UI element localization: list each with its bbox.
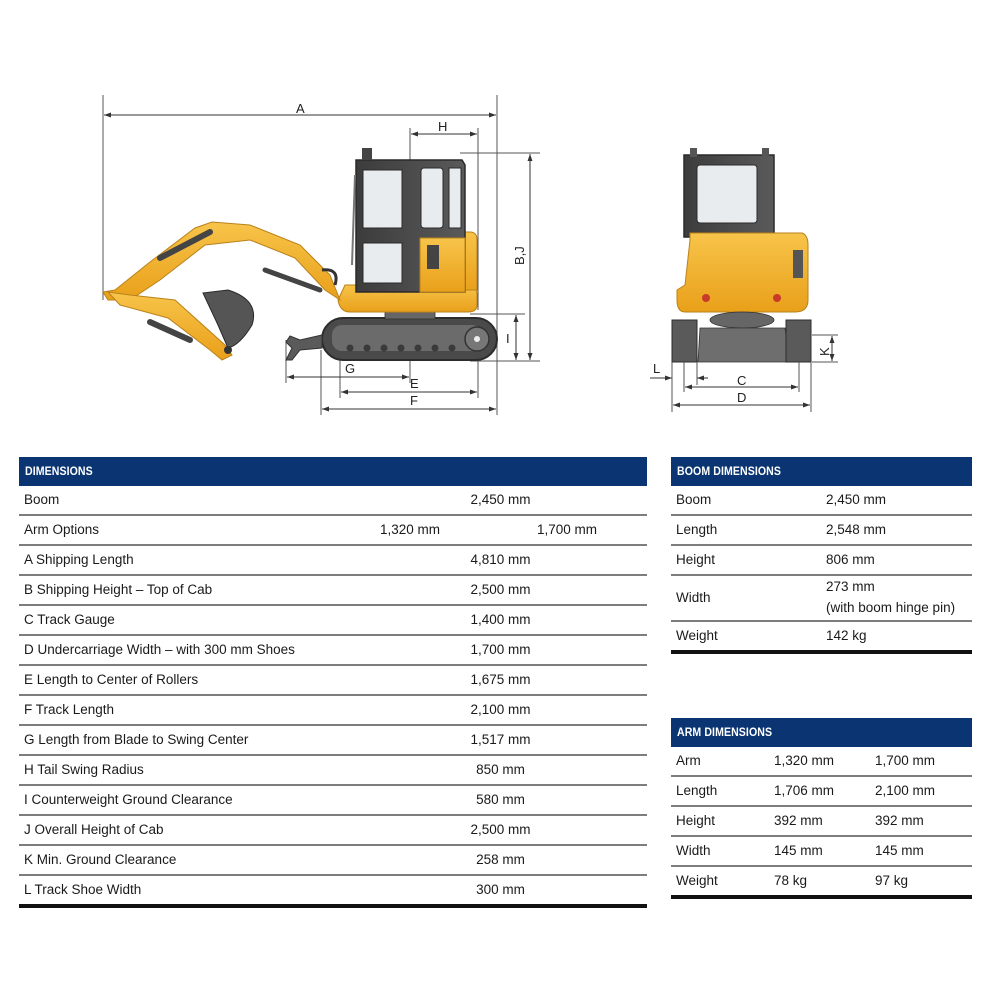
row-value: 580 mm	[476, 792, 525, 807]
row-value: 806 mm	[826, 552, 875, 567]
row-label: Boom	[24, 492, 60, 507]
row-value: 2,100 mm	[470, 702, 531, 717]
row-value-option-2: 145 mm	[875, 843, 924, 858]
dim-label-i: I	[506, 331, 510, 346]
row-label: I Counterweight Ground Clearance	[24, 792, 233, 807]
table-row	[19, 576, 647, 606]
dim-label-e: E	[410, 376, 419, 391]
dim-label-g: G	[345, 361, 356, 376]
table-row	[19, 516, 647, 546]
row-value: 850 mm	[476, 762, 525, 777]
row-value	[826, 576, 955, 618]
table-row	[671, 486, 972, 516]
row-label: Boom	[676, 492, 712, 507]
row-label: H Tail Swing Radius	[24, 762, 144, 777]
table-row	[19, 816, 647, 846]
table-row	[671, 867, 972, 899]
table-row	[19, 606, 647, 636]
dimensions-table-header: DIMENSIONS	[19, 457, 647, 486]
row-label: K Min. Ground Clearance	[24, 852, 177, 867]
row-label: Arm Options	[24, 522, 100, 537]
row-value-note: (with boom hinge pin)	[826, 600, 956, 615]
row-value-option-2: 392 mm	[875, 813, 924, 828]
excavator-illustration	[0, 0, 1000, 440]
table-row	[19, 636, 647, 666]
row-value-option-1: 145 mm	[774, 843, 823, 858]
right-track	[786, 320, 811, 362]
row-value: 1,517 mm	[470, 732, 531, 747]
row-label: E Length to Center of Rollers	[24, 672, 199, 687]
row-value: 2,500 mm	[470, 822, 531, 837]
row-value: 4,810 mm	[470, 552, 531, 567]
table-row	[19, 696, 647, 726]
row-value: 258 mm	[476, 852, 525, 867]
table-row	[671, 516, 972, 546]
boom	[103, 222, 340, 300]
table-row	[671, 807, 972, 837]
row-value-option-2: 97 kg	[875, 873, 909, 888]
dimensions-table	[19, 457, 647, 908]
table-row	[671, 576, 972, 622]
table-row	[19, 666, 647, 696]
row-value: 1,400 mm	[470, 612, 531, 627]
dozer-blade	[286, 335, 322, 360]
dim-label-h: H	[438, 119, 448, 134]
row-label: Width	[676, 843, 711, 858]
table-row	[671, 777, 972, 807]
dim-label-c: C	[737, 373, 747, 388]
dim-label-l: L	[653, 361, 661, 376]
table-row	[671, 546, 972, 576]
dim-label-a: A	[296, 101, 305, 116]
row-label: D Undercarriage Width – with 300 mm Shoes	[24, 642, 295, 657]
row-value-option-1: 392 mm	[774, 813, 823, 828]
row-label: A Shipping Length	[24, 552, 134, 567]
arm-dimensions-table	[671, 718, 972, 899]
row-value-option-2: 2,100 mm	[875, 783, 936, 798]
row-value: 2,548 mm	[826, 522, 887, 537]
row-label: Weight	[676, 628, 718, 643]
row-label: Width	[676, 590, 711, 605]
row-value-option-1: 1,320 mm	[380, 522, 441, 537]
row-value: 1,675 mm	[470, 672, 531, 687]
side-view	[103, 95, 540, 415]
row-value: 2,450 mm	[826, 492, 887, 507]
table-row	[19, 846, 647, 876]
row-value-option-1: 1,706 mm	[774, 783, 835, 798]
boom-dimensions-table-header: BOOM DIMENSIONS	[671, 457, 972, 486]
row-value: 300 mm	[476, 882, 525, 897]
dim-label-d: D	[737, 390, 747, 405]
table-row	[19, 726, 647, 756]
table-row	[19, 486, 647, 516]
table-row	[19, 876, 647, 908]
row-label: B Shipping Height – Top of Cab	[24, 582, 213, 597]
row-value-option-2: 1,700 mm	[875, 753, 936, 768]
table-row	[19, 756, 647, 786]
dim-label-bj: B,J	[512, 246, 527, 265]
row-value-option-2: 1,700 mm	[537, 522, 598, 537]
left-track	[672, 320, 697, 362]
row-label: Length	[676, 522, 718, 537]
table-row	[671, 747, 972, 777]
excavator-dimension-diagram	[0, 0, 1000, 440]
boom-dimensions-table	[671, 457, 972, 654]
row-value-main: 273 mm	[826, 579, 875, 594]
arm-dimensions-table-header: ARM DIMENSIONS	[671, 718, 972, 747]
row-value-option-1: 1,320 mm	[774, 753, 835, 768]
row-label: F Track Length	[24, 702, 115, 717]
row-label: C Track Gauge	[24, 612, 115, 627]
row-label: J Overall Height of Cab	[24, 822, 164, 837]
table-row	[671, 622, 972, 654]
row-label: Height	[676, 552, 716, 567]
table-row	[19, 546, 647, 576]
table-row	[671, 837, 972, 867]
row-label: L Track Shoe Width	[24, 882, 142, 897]
table-row	[19, 786, 647, 816]
row-value-option-1: 78 kg	[774, 873, 808, 888]
rear-view	[650, 148, 838, 412]
dim-label-k: K	[817, 347, 832, 356]
row-value: 1,700 mm	[470, 642, 531, 657]
dim-label-f: F	[410, 393, 418, 408]
row-label: G Length from Blade to Swing Center	[24, 732, 249, 747]
row-value: 2,500 mm	[470, 582, 531, 597]
row-value: 2,450 mm	[470, 492, 531, 507]
row-value: 142 kg	[826, 628, 867, 643]
row-label: Height	[676, 813, 716, 828]
counterweight	[677, 233, 808, 312]
row-label: Length	[676, 783, 718, 798]
row-label: Weight	[676, 873, 718, 888]
row-label: Arm	[676, 753, 701, 768]
